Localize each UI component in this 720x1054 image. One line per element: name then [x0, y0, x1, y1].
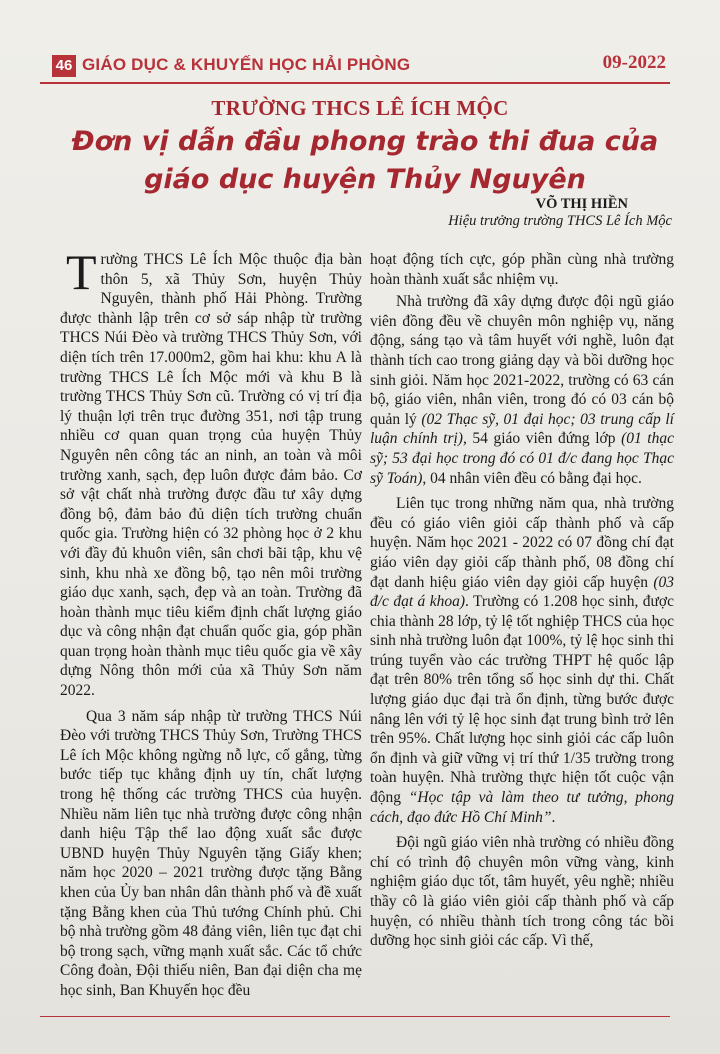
p3-text-c: , 54 giáo viên đứng lớp	[462, 430, 622, 448]
school-name: TRƯỜNG THCS LÊ ÍCH MỘC	[211, 96, 509, 120]
headline-line-1: Đơn vị dẫn đầu phong trào thi đua của	[71, 126, 659, 157]
paragraph-3	[370, 292, 674, 488]
paragraph-2: Qua 3 năm sáp nhập từ trường THCS Núi Đèo với trường THCS Thủy Sơn, Trường THCS Lê ích Mộc không ngừng nỗ lực, cố gắng, từng bước tiếp tục khẳng định uy tín, chất lượng trong hệ thống các trường THCS của huyện. Nhiều năm liên tục nhà trường được công nhận danh hiệu Tập thể lao động xuất sắc được UBND huyện Thủy Nguyên tặng Giấy khen; năm học 2020 – 2021 trường được tặng Bằng khen của Ủy ban nhân dân thành phố và đề xuất tặng Bằng khen của Thủ tướng Chính phủ. Chi bộ nhà trường gồm 48 đảng viên, liên tục đạt chi bộ trong sạch, vững mạnh xuất sắc. Các tổ chức Công đoàn, Đội thiếu niên, Ban đại diện cha mẹ học sinh, Ban Khuyến học đều	[60, 707, 362, 999]
p4-text-e: .	[551, 808, 556, 826]
p3-text-e: , 04 nhân viên đều có bằng đại học.	[422, 469, 642, 487]
left-column	[60, 244, 362, 1001]
paragraph-1-continued: hoạt động tích cực, góp phần cùng nhà trường hoàn thành xuất sắc nhiệm vụ.	[370, 251, 674, 288]
paragraph-5: Đội ngũ giáo viên nhà trường có nhiều đồng chí có trình độ chuyên môn vững vàng, kinh nghiệm giáo dục tốt, tâm huyết, yêu nghề; nhiều thầy cô là giáo viên giỏi cấp thành phố và cấp huyện, có nhiều thành tích trong công tác bồi dưỡng học sinh giỏi các cấp. Vì thế,	[370, 834, 674, 950]
p4-italic-b: (03 đ/c đạt á khoa)	[370, 573, 674, 611]
issue-date: 09-2022	[602, 52, 666, 73]
paragraph-1	[60, 244, 362, 701]
right-column	[370, 250, 674, 951]
headline-line-2: giáo dục huyện Thủy Nguyên	[144, 164, 586, 195]
paragraph-1-text: rường THCS Lê Ích Mộc thuộc địa bàn thôn 5, xã Thủy Sơn, huyện Thủy Nguyên, thành phố Hải Phòng. Trường được thành lập trên cơ sở sáp nhập từ trường THCS Núi Đèo và trường THCS Thủy Sơn, với diện tích trên 17.000m2, gồm hai khu: khu A là trường THCS Lê Ích Mộc mới và khu B là trường THCS Thủy Sơn cũ. Trường có vị trí địa lý thuận lợi trên trục đường 351, nơi tập trung nhiều cơ quan quan trọng của huyện Thủy Nguyên nên công tác an ninh, an toàn và môi trường xanh, sạch, đẹp luôn được đảm bảo. Cơ sở vật chất nhà trường được đầu tư xây dựng đồng bộ, đảm bảo đủ diện tích trường chuẩn quốc gia. Trường hiện có 32 phòng học ở 2 khu với đầy đủ khuôn viên, sân chơi bãi tập, khu vệ sinh, khu nhà xe đồng bộ, tạo nên môi trường giáo dục xanh, sạch, đẹp và an toàn. Trường đã hoàn thành mục tiêu kiểm định chất lượng giáo dục và công nhận đạt chuẩn quốc gia, góp phần quan trọng hoàn thành mục tiêu quốc gia về xây dựng Nông thôn mới của xã Thủy Sơn năm 2022.	[60, 251, 362, 700]
author-role: Hiệu trưởng trường THCS Lê Ích Mộc	[448, 213, 672, 229]
p3-text-a: Nhà trường đã xây dựng được đội ngũ giáo viên đồng đều về chuyên môn nghiệp vụ, năng động, sáng tạo và tâm huyết với nghề, luôn đạt thành tích cao trong giảng dạy và bồi dưỡng học sinh giỏi. Năm học 2021-2022, trường có 63 cán bộ, giáo viên, nhân viên, trong đó có 03 cán bộ quản lý	[370, 293, 674, 428]
p3-italic-b: (02 Thạc sỹ, 01 đại học; 03 trung cấp lí luận chính trị)	[370, 410, 674, 448]
magazine-title: GIÁO DỤC & KHUYẾN HỌC HẢI PHÒNG	[82, 55, 411, 74]
page-header	[40, 46, 670, 84]
author-name: VÕ THỊ HIỀN	[535, 196, 628, 212]
p4-italic-d: “Học tập và làm theo tư tưởng, phong cách, đạo đức Hồ Chí Minh”	[370, 789, 675, 826]
bottom-rule	[40, 1016, 670, 1017]
p3-italic-d: (01 thạc sỹ; 53 đại học trong đó có 01 đ/c đang học Thạc sỹ Toán)	[370, 430, 674, 487]
drop-cap: T	[66, 244, 97, 300]
p4-text-c: . Trường có 1.208 học sinh, được chia thành 28 lớp, tỷ lệ tốt nghiệp THCS của học sinh nhà trường luôn đạt 100%, tỷ lệ học sinh thi trúng tuyển vào các trường THPT hệ quốc lập đạt trên 80% trên tổng số học sinh dự thi. Chất lượng giáo dục đại trà ổn định, từng bước được nâng lên với tỷ lệ học sinh đạt trung bình trở lên trên 95%. Chất lượng học sinh giỏi các cấp luôn ổn định và giữ vững vị trí thứ 1/35 trường trong toàn huyện. Nhà trường thực hiện tốt cuộc vận động	[370, 593, 674, 807]
p4-text-a: Liên tục trong những năm qua, nhà trường đều có giáo viên giỏi cấp thành phố và cấp huyện. Năm học 2021 - 2022 có 07 đồng chí đạt giáo viên dạy giỏi cấp thành phố, 08 đồng chí đạt danh hiệu giáo viên dạy giỏi cấp huyện	[370, 495, 674, 591]
page-number: 46	[52, 55, 76, 77]
paragraph-4	[370, 494, 674, 827]
